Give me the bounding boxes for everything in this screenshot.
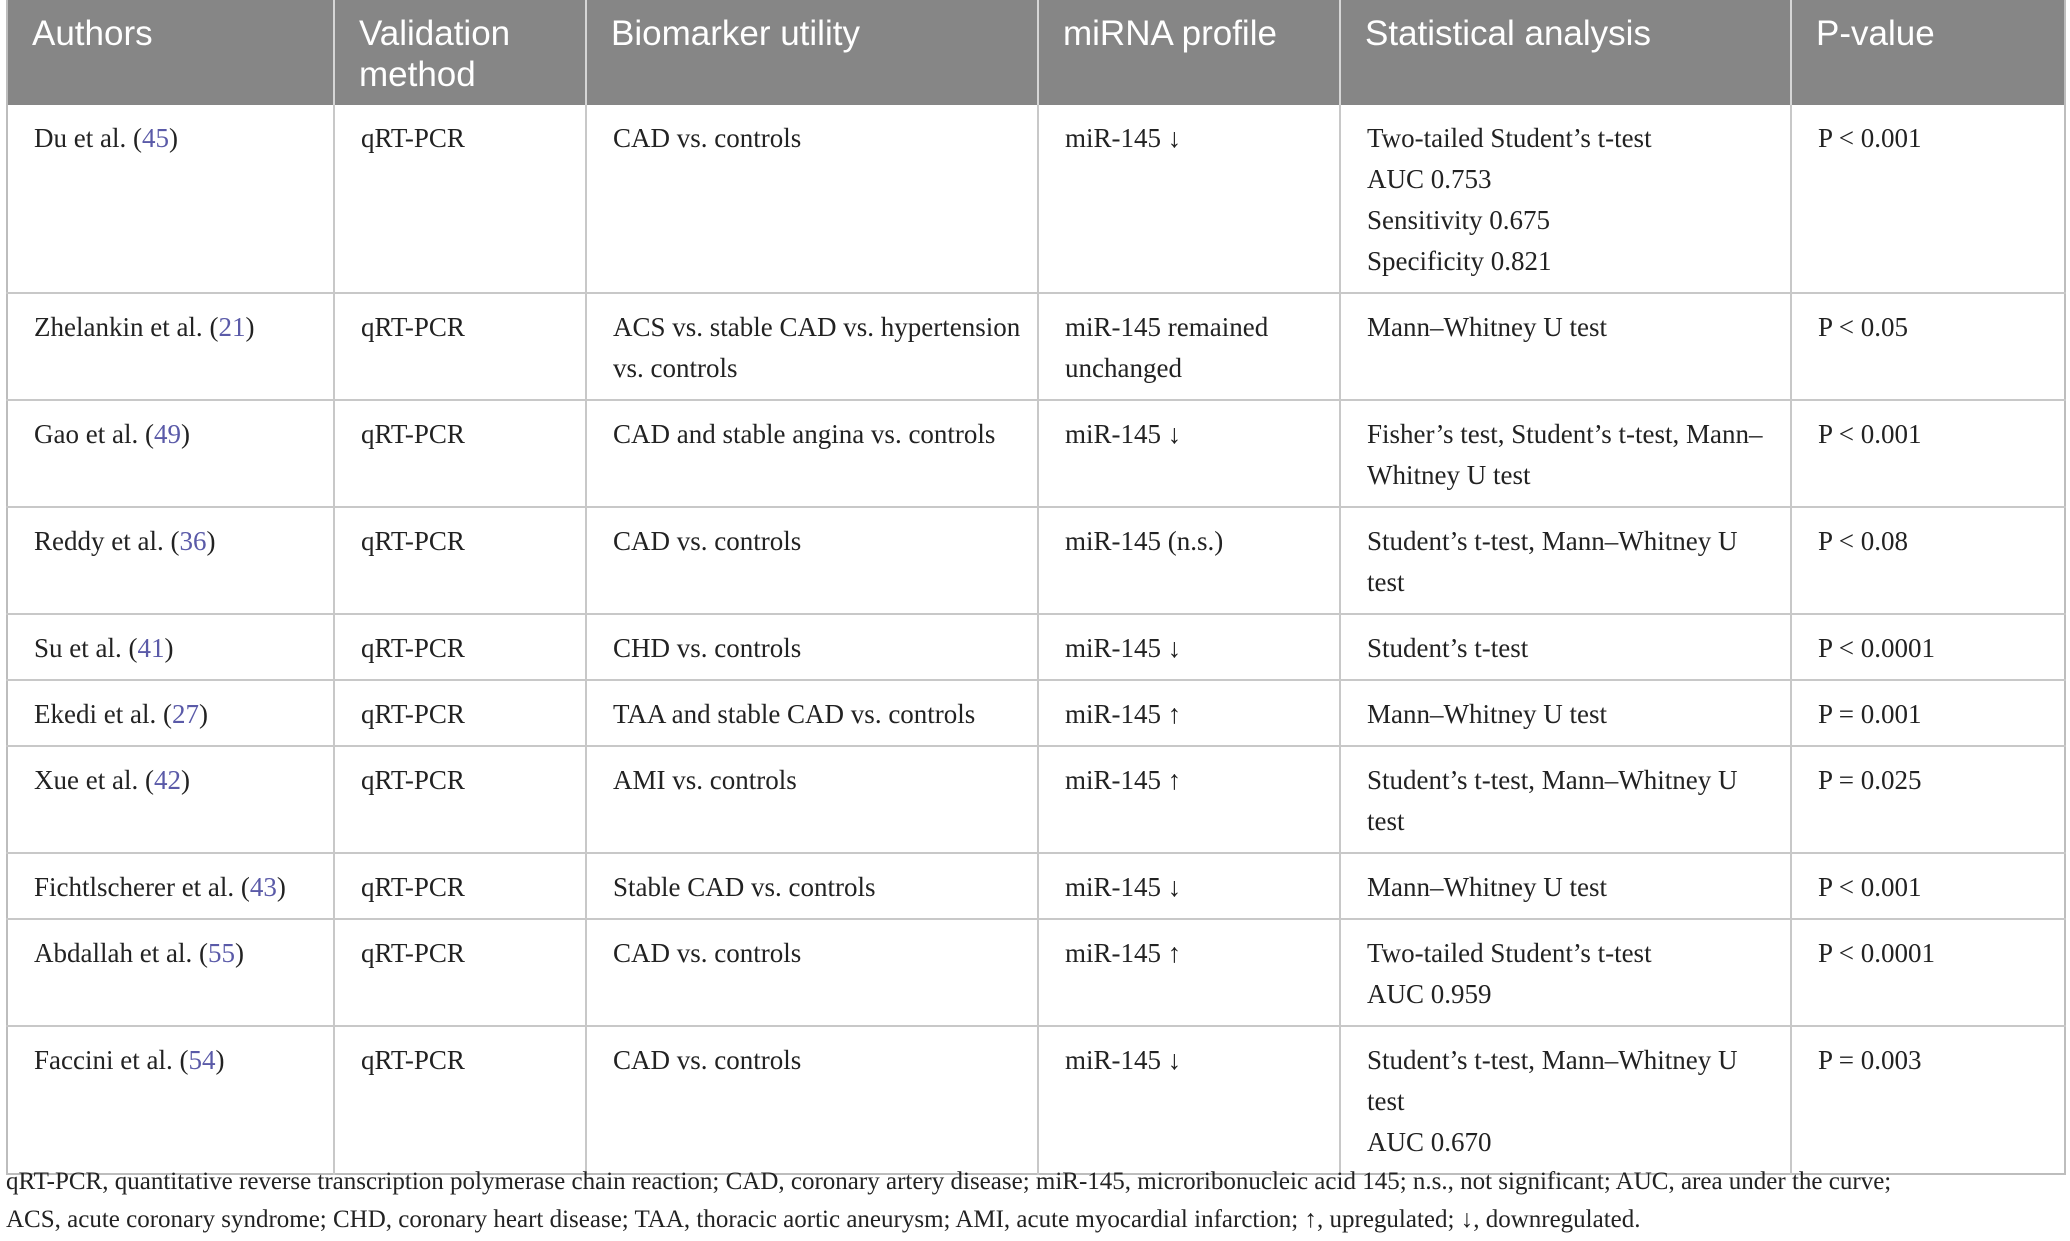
stat-line: Specificity 0.821 [1367, 246, 1552, 276]
cell-validation-method: qRT-PCR [334, 400, 586, 507]
stat-line: AUC 0.753 [1367, 164, 1492, 194]
cell-statistical-analysis [1340, 400, 1791, 507]
reference-link[interactable]: 43 [249, 872, 277, 902]
cell-validation-method: qRT-PCR [334, 853, 586, 919]
header-authors: Authors [7, 0, 334, 105]
reference-link[interactable]: 45 [141, 123, 169, 153]
author-name: Gao et al. [34, 419, 139, 449]
cell-p-value: P < 0.08 [1791, 507, 2065, 614]
cell-validation-method: qRT-PCR [334, 1026, 586, 1174]
cell-validation-method: qRT-PCR [334, 293, 586, 400]
cell-p-value: P < 0.001 [1818, 123, 1922, 153]
cell-statistical-analysis [1340, 105, 1791, 293]
table-header-row [7, 0, 2065, 105]
reference-link[interactable]: 49 [153, 419, 181, 449]
cell-mirna-profile: miR-145 ↓ [1038, 400, 1340, 507]
cell-biomarker-utility: CAD vs. controls [586, 919, 1038, 1026]
header-validation-method: Validation method [334, 0, 586, 105]
stat-line: Student’s t-test, Mann–Whitney U test [1367, 1045, 1738, 1116]
cell-biomarker-utility: AMI vs. controls [586, 746, 1038, 853]
author-name: Fichtlscherer et al. [34, 872, 235, 902]
cell-author: Abdallah et al. (55) [7, 919, 334, 1026]
reference-link[interactable]: 54 [188, 1045, 216, 1075]
author-name: Faccini et al. [34, 1045, 173, 1075]
cell-statistical-analysis [1340, 746, 1791, 853]
cell-biomarker-utility: CAD vs. controls [586, 105, 1038, 293]
table-row [7, 746, 2065, 853]
cell-author: Xue et al. (42) [7, 746, 334, 853]
stat-line: Two-tailed Student’s t-test [1367, 123, 1652, 153]
author-name: Zhelankin et al. [34, 312, 203, 342]
stat-line: AUC 0.959 [1367, 979, 1492, 1009]
cell-author: Faccini et al. (54) [7, 1026, 334, 1174]
author-name: Xue et al. [34, 765, 139, 795]
footnote-line: qRT-PCR, quantitative reverse transcription polymerase chain reaction; CAD, coronary artery disease; miR-145, microribonucleic acid 145; n.s., not significant; AUC, area under the curve; [6, 1168, 1892, 1195]
table-row [7, 293, 2065, 400]
cell-biomarker-utility: CAD and stable angina vs. controls [586, 400, 1038, 507]
footnote-line: ACS, acute coronary syndrome; CHD, coronary heart disease; TAA, thoracic aortic aneurysm; AMI, acute myocardial infarction; ↑, upregulated; ↓, downregulated. [6, 1206, 1641, 1233]
cell-statistical-analysis [1340, 853, 1791, 919]
cell-biomarker-utility: CAD vs. controls [586, 1026, 1038, 1174]
reference-link[interactable]: 36 [179, 526, 207, 556]
cell-author: Reddy et al. (36) [7, 507, 334, 614]
author-name: Su et al. [34, 633, 122, 663]
cell-p-value: P = 0.001 [1791, 680, 2065, 746]
stat-line: Two-tailed Student’s t-test [1367, 938, 1652, 968]
cell-p-value: P = 0.025 [1791, 746, 2065, 853]
cell-p-value: P < 0.0001 [1791, 919, 2065, 1026]
cell-validation-method: qRT-PCR [334, 105, 586, 293]
cell-mirna-profile: miR-145 ↓ [1038, 614, 1340, 680]
header-statistical-analysis: Statistical analysis [1340, 0, 1791, 105]
cell-mirna-profile: miR-145 ↓ [1038, 105, 1340, 293]
stat-line: Student’s t-test, Mann–Whitney U test [1367, 526, 1738, 597]
cell-author: Zhelankin et al. (21) [7, 293, 334, 400]
table-row [7, 680, 2065, 746]
cell-author: Ekedi et al. (27) [7, 680, 334, 746]
cell-mirna-profile: miR-145 ↓ [1038, 853, 1340, 919]
cell-statistical-analysis [1340, 680, 1791, 746]
author-name: Abdallah et al. [34, 938, 193, 968]
mirna-results-table [6, 0, 2066, 1175]
author-name: Du et al. [34, 123, 127, 153]
cell-statistical-analysis [1340, 614, 1791, 680]
cell-biomarker-utility: ACS vs. stable CAD vs. hypertension vs. controls [586, 293, 1038, 400]
cell-statistical-analysis [1340, 1026, 1791, 1174]
cell-biomarker-utility: Stable CAD vs. controls [586, 853, 1038, 919]
table-row [7, 105, 2065, 293]
table-row [7, 400, 2065, 507]
stat-line: Student’s t-test, Mann–Whitney U test [1367, 765, 1738, 836]
cell-p-value: P < 0.001 [1791, 400, 2065, 507]
cell-biomarker-utility: CHD vs. controls [586, 614, 1038, 680]
table-row [7, 919, 2065, 1026]
cell-mirna-profile: miR-145 ↑ [1038, 919, 1340, 1026]
table-row [7, 507, 2065, 614]
header-biomarker-utility: Biomarker utility [586, 0, 1038, 105]
cell-mirna-profile: miR-145 ↑ [1038, 746, 1340, 853]
author-name: Reddy et al. [34, 526, 164, 556]
cell-p-value: P = 0.003 [1791, 1026, 2065, 1174]
author-name: Ekedi et al. [34, 699, 157, 729]
stat-line: AUC 0.670 [1367, 1127, 1492, 1157]
cell-validation-method: qRT-PCR [334, 919, 586, 1026]
cell-p-value: P < 0.0001 [1791, 614, 2065, 680]
stat-line: Mann–Whitney U test [1367, 312, 1607, 342]
cell-biomarker-utility: CAD vs. controls [586, 507, 1038, 614]
cell-validation-method: qRT-PCR [334, 614, 586, 680]
table-row [7, 614, 2065, 680]
stat-line: Student’s t-test [1367, 633, 1529, 663]
stat-line: Mann–Whitney U test [1367, 699, 1607, 729]
header-p-value: P-value [1791, 0, 2065, 105]
cell-author: Fichtlscherer et al. (43) [7, 853, 334, 919]
table-body [7, 105, 2065, 1174]
table-row [7, 1026, 2065, 1174]
cell-p-value: P < 0.05 [1791, 293, 2065, 400]
table-row [7, 853, 2065, 919]
cell-statistical-analysis [1340, 293, 1791, 400]
cell-mirna-profile: miR-145 (n.s.) [1038, 507, 1340, 614]
cell-statistical-analysis [1340, 919, 1791, 1026]
results-table-container [6, 0, 2064, 1175]
reference-link[interactable]: 42 [153, 765, 181, 795]
cell-mirna-profile: miR-145 ↑ [1038, 680, 1340, 746]
table-footnote [6, 1163, 2064, 1239]
cell-validation-method: qRT-PCR [334, 680, 586, 746]
reference-link[interactable]: 21 [218, 312, 246, 342]
reference-link[interactable]: 55 [207, 938, 235, 968]
cell-validation-method: qRT-PCR [334, 507, 586, 614]
cell-author: Su et al. (41) [7, 614, 334, 680]
cell-author: Gao et al. (49) [7, 400, 334, 507]
cell-p-value: P < 0.001 [1791, 853, 2065, 919]
cell-statistical-analysis [1340, 507, 1791, 614]
header-mirna-profile: miRNA profile [1038, 0, 1340, 105]
cell-biomarker-utility: TAA and stable CAD vs. controls [586, 680, 1038, 746]
stat-line: Sensitivity 0.675 [1367, 205, 1551, 235]
cell-mirna-profile: miR-145 remained unchanged [1038, 293, 1340, 400]
stat-line: Mann–Whitney U test [1367, 872, 1607, 902]
reference-link[interactable]: 27 [171, 699, 199, 729]
cell-mirna-profile: miR-145 ↓ [1038, 1026, 1340, 1174]
cell-validation-method: qRT-PCR [334, 746, 586, 853]
cell-author: Du et al. (45) [7, 105, 334, 293]
stat-line: Fisher’s test, Student’s t-test, Mann–Whitney U test [1367, 419, 1763, 490]
reference-link[interactable]: 41 [137, 633, 165, 663]
